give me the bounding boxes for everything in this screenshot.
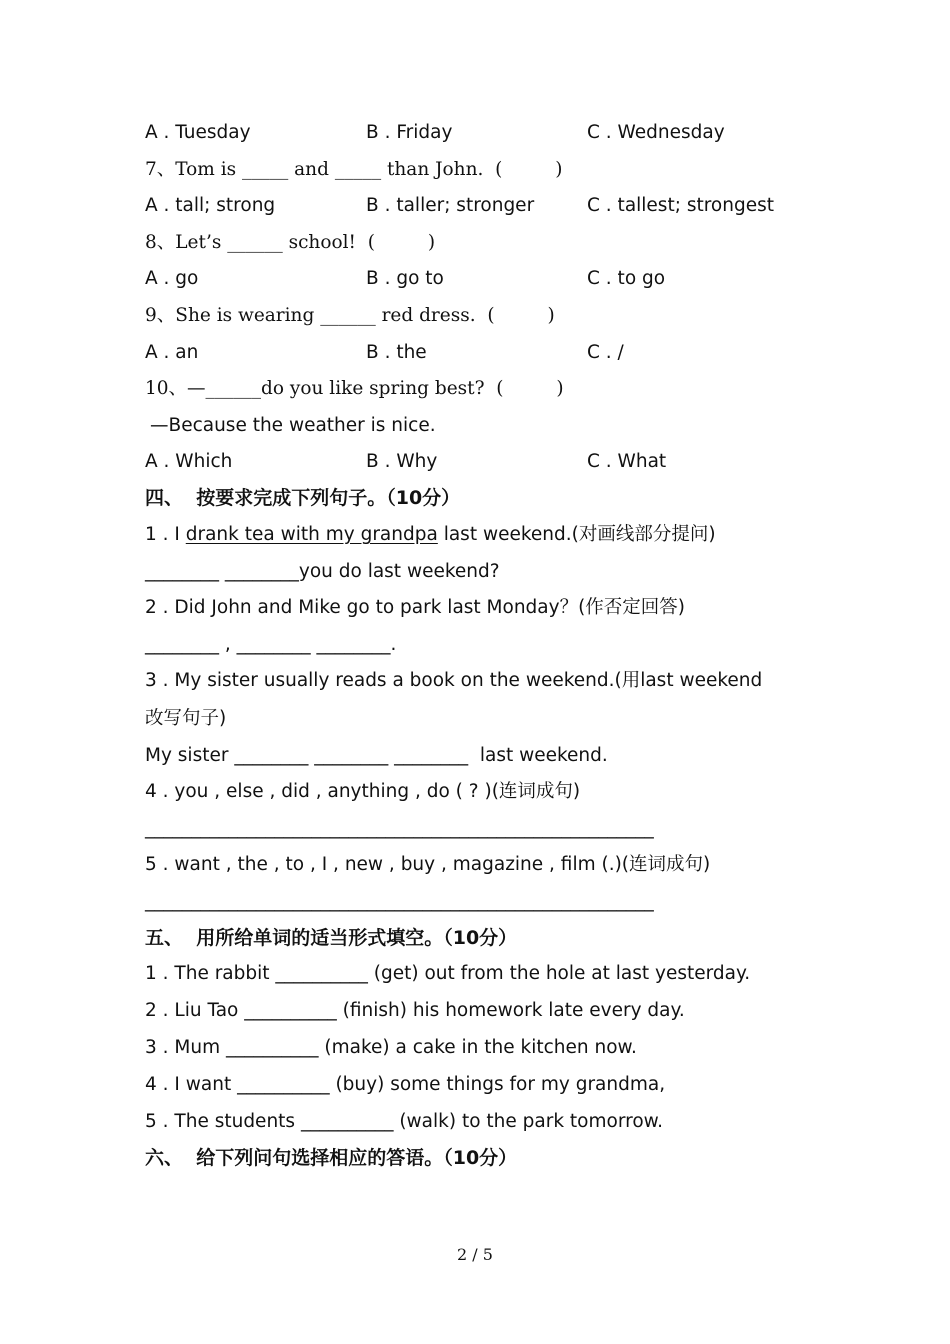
- q8-option-a: A . go: [145, 268, 199, 289]
- q10-option-a: A . Which: [145, 451, 233, 472]
- section6-title: 六、 给下列问句选择相应的答语。（10分）: [145, 1147, 518, 1169]
- q8-option-c: C . to go: [587, 268, 666, 289]
- q10-stem: 10、—______do you like spring best? ( ): [145, 378, 564, 399]
- q9-option-c: C . /: [587, 342, 624, 363]
- section4-s3-line1: 3 . My sister usually reads a book on the weekend.(用last weekend: [145, 670, 763, 691]
- section4-s2-answer: ________ , ________ ________.: [145, 634, 397, 655]
- q8-stem: 8、Let’s ______ school! ( ): [145, 232, 436, 253]
- section4-s4-answer: _______________________________________________________: [145, 818, 654, 839]
- section5-title: 五、 用所给单词的适当形式填空。（10分）: [145, 927, 518, 949]
- section4-title: 四、 按要求完成下列句子。（10分）: [145, 487, 461, 509]
- s1-post: last weekend.(对画线部分提问): [437, 524, 716, 545]
- s1-pre: 1 . I: [145, 524, 186, 545]
- q6-option-a: A . Tuesday: [145, 122, 251, 143]
- q8-option-b: B . go to: [366, 268, 444, 289]
- q10-option-c: C . What: [587, 451, 667, 472]
- q7-option-a: A . tall; strong: [145, 195, 276, 216]
- q6-option-b: B . Friday: [366, 122, 453, 143]
- q7-stem: 7、Tom is _____ and _____ than John. ( ): [145, 159, 563, 180]
- section4-s5: 5 . want , the , to , I , new , buy , magazine , film (.)(连词成句): [145, 854, 711, 875]
- section4-s1: [145, 526, 716, 545]
- section5-item: 4 . I want __________ (buy) some things for my grandma,: [145, 1074, 666, 1095]
- section4-s3-line2: 改写句子): [145, 708, 227, 729]
- q10-reply: —Because the weather is nice.: [150, 415, 436, 436]
- section4-s5-answer: _______________________________________________________: [145, 891, 654, 912]
- section4-s1-answer: ________ ________you do last weekend?: [145, 561, 500, 582]
- section4-s2: 2 . Did John and Mike go to park last Monday？(作否定回答): [145, 597, 686, 618]
- q9-option-a: A . an: [145, 342, 199, 363]
- section5-item: 3 . Mum __________ (make) a cake in the kitchen now.: [145, 1037, 637, 1058]
- section5-item: 1 . The rabbit __________ (get) out from the hole at last yesterday.: [145, 963, 751, 984]
- q9-option-b: B . the: [366, 342, 427, 363]
- q7-option-c: C . tallest; strongest: [587, 195, 774, 216]
- section5-item: 5 . The students __________ (walk) to the park tomorrow.: [145, 1111, 663, 1132]
- page-number: 2 / 5: [457, 1245, 493, 1264]
- q7-option-b: B . taller; stronger: [366, 195, 535, 216]
- section4-s4: 4 . you , else , did , anything , do ( ? )(连词成句): [145, 781, 581, 802]
- q6-option-c: C . Wednesday: [587, 122, 725, 143]
- q10-option-b: B . Why: [366, 451, 438, 472]
- section5-item: 2 . Liu Tao __________ (finish) his homework late every day.: [145, 1000, 685, 1021]
- q9-stem: 9、She is wearing ______ red dress. ( ): [145, 305, 555, 326]
- s1-underlined: drank tea with my grandpa: [185, 524, 438, 545]
- section4-s3-answer: My sister ________ ________ ________ last weekend.: [145, 745, 608, 766]
